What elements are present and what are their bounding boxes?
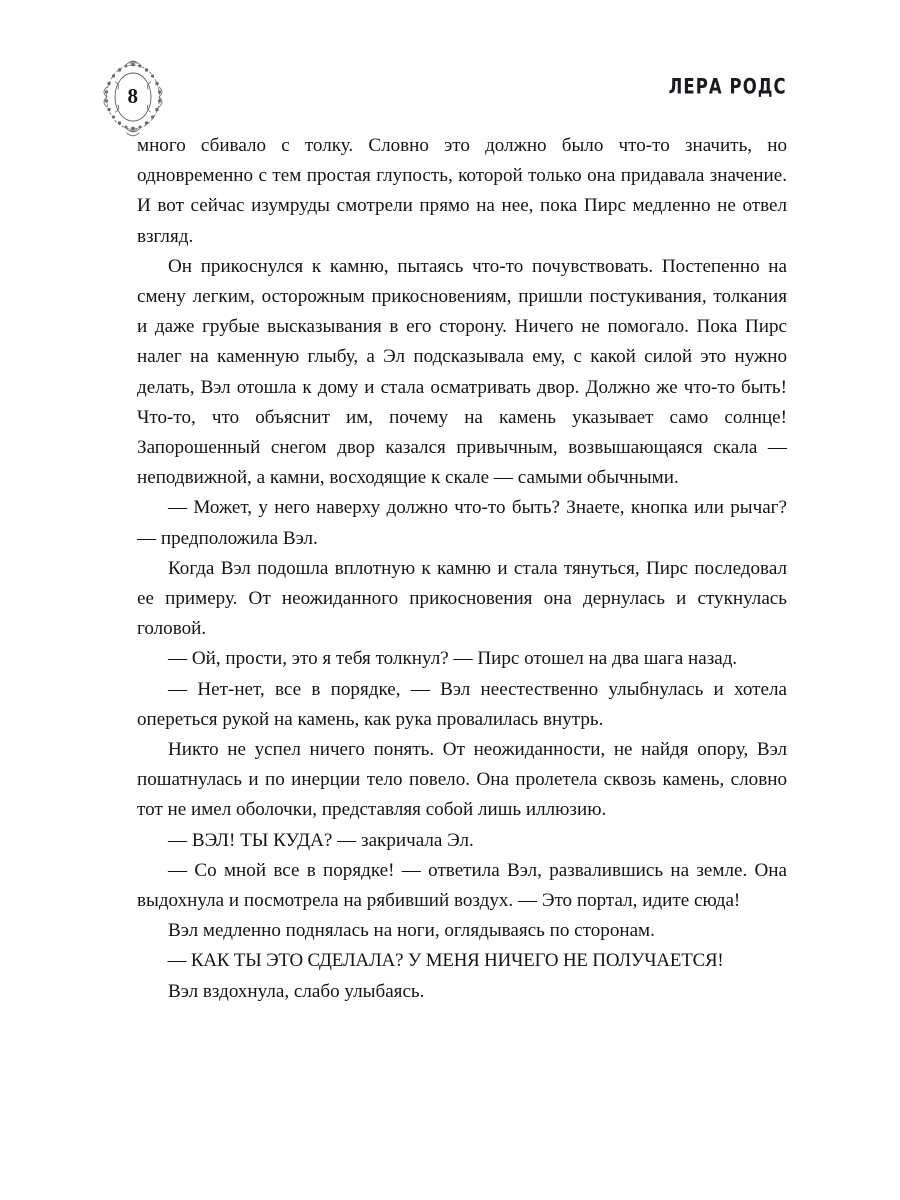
paragraph: Вэл вздохнула, слабо улыбаясь. (168, 980, 425, 1002)
body-text (137, 131, 787, 1007)
folio-ornament (96, 55, 170, 139)
paragraph: — Ой, прости, это я тебя толкнул? — Пирс отошел на два шага назад. (168, 648, 738, 670)
paragraph: — Может, у него наверху должно что-то быть? Знаете, кнопка или рычаг? — предположила Вэл. (137, 497, 787, 549)
paragraph: — Нет-нет, все в порядке, — Вэл неестественно улыбнулась и хотела опереться рукой на камень, как рука провалилась внутрь. (137, 678, 787, 730)
page-number: 8 (127, 83, 139, 108)
paragraph: Вэл медленно поднялась на ноги, оглядываясь по сторонам. (168, 920, 655, 942)
paragraph: — ВЭЛ! ТЫ КУДА? — закричала Эл. (168, 829, 474, 851)
running-head-author: ЛЕРА РОДС (668, 74, 787, 100)
paragraph: Он прикоснулся к камню, пытаясь что-то почувствовать. Постепенно на смену легким, осторожным прикосновениям, пришли постукивания, толкания и даже грубые высказывания в его сторону. Ничего не помогало. Пока Пирс налег на каменную глыбу, а Эл подсказывала ему, с какой силой это нужно делать, Вэл отошла к дому и стала осматривать двор. Должно же что-то быть! Что-то, что объяснит им, почему на камень указывает само солнце! Запорошенный снегом двор казался привычным, возвышающаяся скала — неподвижной, а камни, восходящие к скале — самыми обычными. (137, 255, 787, 489)
paragraph: — КАК ТЫ ЭТО СДЕЛАЛА? У МЕНЯ НИЧЕГО НЕ ПОЛУЧАЕТСЯ! (167, 950, 724, 972)
paragraph: — Со мной все в порядке! — ответила Вэл, развалившись на земле. Она выдохнула и посмотрела на рябивший воздух. — Это портал, идите сюда! (137, 859, 787, 912)
paragraph: Когда Вэл подошла вплотную к камню и стала тянуться, Пирс последовал ее примеру. От неожиданного прикосновения она дернулась и стукнулась головой. (137, 557, 787, 640)
page-header (0, 0, 900, 135)
paragraph: Никто не успел ничего понять. От неожиданности, не найдя опору, Вэл пошатнулась и по инерции тело повело. Она пролетела сквозь камень, словно тот не имел оболочки, представляя собой лишь иллюзию. (137, 739, 787, 821)
paragraph: много сбивало с толку. Словно это должно было что-то значить, но одновременно с тем простая глупость, которой только она придавала значение. И вот сейчас изумруды смотрели прямо на нее, пока Пирс медленно не отвел взгляд. (137, 135, 787, 247)
